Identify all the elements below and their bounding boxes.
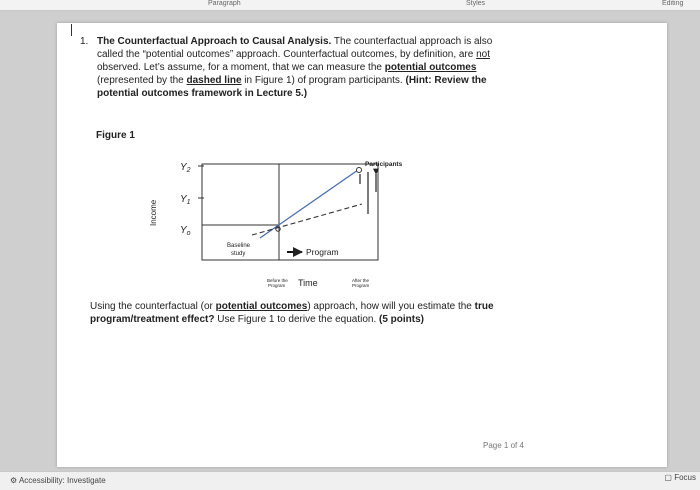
status-bar (0, 471, 700, 490)
ribbon-group-paragraph[interactable]: Paragraph (208, 0, 241, 7)
q1-potential-outcomes: potential outcomes (384, 62, 477, 73)
q2-points: (5 points) (379, 314, 425, 325)
y1-label: Y (180, 194, 187, 205)
question-1 (80, 35, 510, 100)
svg-text:Y2 (180, 162, 191, 174)
q1-text-d: in Figure 1) of program participants. (241, 75, 406, 86)
question-2[interactable] (90, 300, 550, 326)
participant-outcome-line (260, 170, 358, 238)
q2-text-b: ) approach, how will you estimate the (307, 301, 475, 312)
figure-label: Figure 1 (96, 130, 135, 141)
focus-label: Focus (674, 473, 696, 482)
q1-text-b: observed. Let’s assume, for a moment, that we can measure the (97, 62, 385, 73)
before-label-1: Before the (267, 278, 288, 283)
y2-sub: 2 (186, 167, 191, 174)
q1-text-a: The counterfactual approach is also called the “potential outcomes” approach. Counterfactual outcomes, by definition, are (97, 36, 493, 60)
q2-text-a: Using the counterfactual (or (90, 301, 216, 312)
participants-label: Participants (365, 161, 403, 168)
y-axis-label: Income (149, 199, 158, 226)
figure-1-diagram (80, 140, 420, 300)
y1-sub: 1 (186, 199, 191, 206)
q2-potential-outcomes: potential outcomes (215, 301, 308, 312)
q2-true: true (474, 301, 494, 312)
baseline-label-2: study (231, 251, 246, 257)
after-label-1: After the (352, 278, 370, 283)
page-indicator: Page 1 of 4 (483, 441, 524, 450)
q1-not: not (476, 49, 491, 60)
question-title: The Counterfactual Approach to Causal Analysis. (97, 36, 332, 47)
question-1-body[interactable] (97, 35, 510, 100)
ribbon-group-editing[interactable]: Editing (662, 0, 684, 7)
q2-effect: program/treatment effect? (90, 314, 215, 325)
y0-label: Y (180, 225, 187, 236)
program-label: Program (306, 247, 339, 257)
accessibility-status[interactable]: ⚙ Accessibility: Investigate (10, 476, 106, 485)
baseline-label-1: Baseline (227, 243, 251, 249)
counterfactual-dashed-line (252, 204, 362, 235)
text-cursor (71, 24, 72, 36)
question-number: 1. (80, 36, 89, 47)
svg-text:Y1 (180, 194, 191, 206)
focus-button[interactable]: ▢ Focus (664, 473, 696, 482)
y0-sub: o (186, 230, 191, 237)
y2-label: Y (180, 162, 187, 173)
time-label: Time (298, 278, 318, 288)
q1-text-c: (represented by the (97, 75, 187, 86)
before-label-2: Program (268, 283, 286, 288)
accessibility-label: Accessibility: Investigate (18, 476, 106, 485)
ribbon-group-styles[interactable]: Styles (466, 0, 486, 7)
after-label-2: Program (352, 283, 370, 288)
svg-text:Yo (180, 225, 191, 237)
q1-dashed-line: dashed line (186, 75, 242, 86)
participant-endpoint (357, 168, 362, 173)
q2-text-c: Use Figure 1 to derive the equation. (214, 314, 380, 325)
q1-hint: (Hint: Review the potential outcomes framework in Lecture 5.) (97, 75, 487, 99)
ribbon (0, 0, 700, 11)
